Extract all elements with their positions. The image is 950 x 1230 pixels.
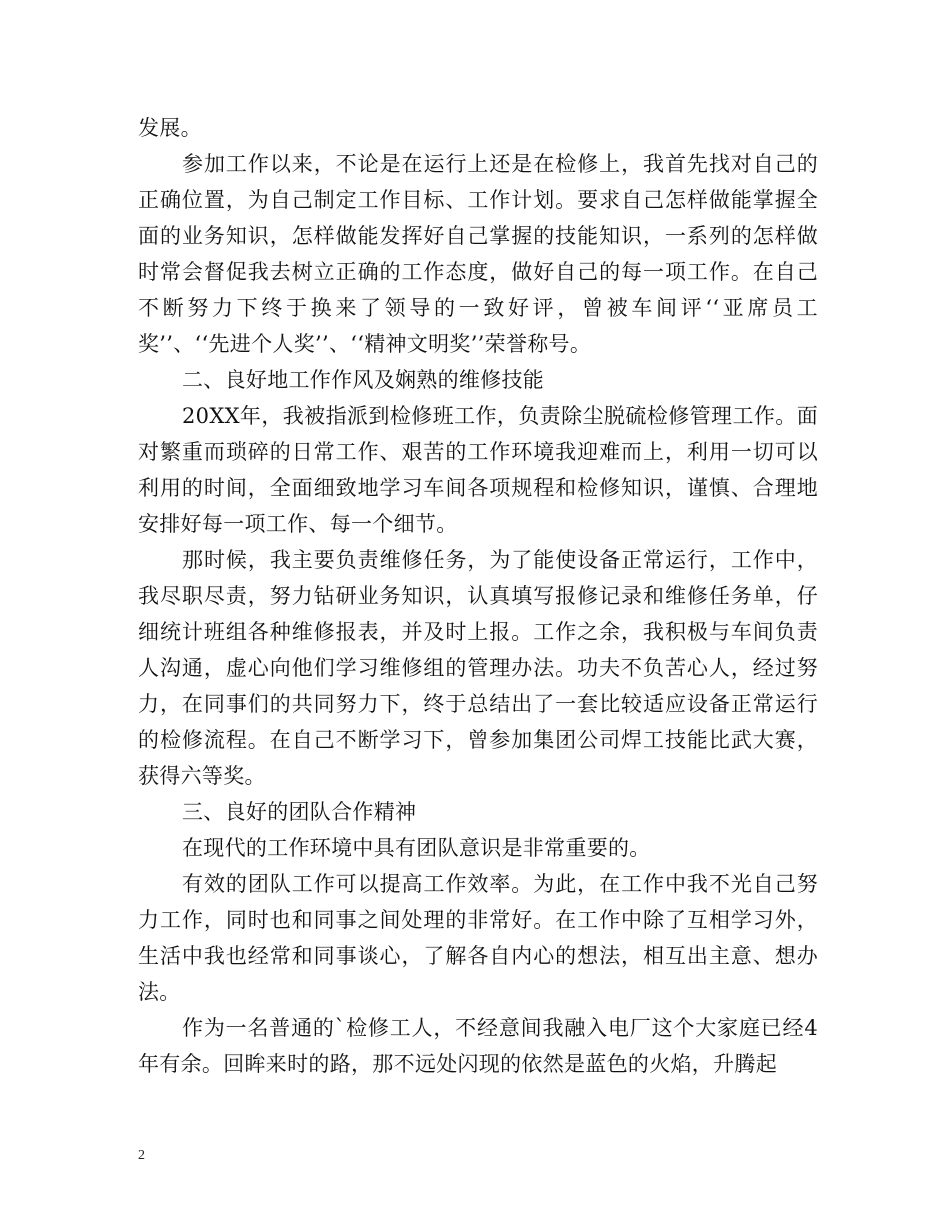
paragraph: 在现代的工作环境中具有团队意识是非常重要的。 xyxy=(182,836,651,860)
document-body xyxy=(138,110,818,1082)
paragraph: 作为一名普通的`检修工人，不经意间我融入电厂这个大家庭已经4年有余。回眸来时的路，那不远处闪现的依然是蓝色的火焰，升腾起 xyxy=(138,1016,818,1076)
section-heading: 二、良好地工作作风及娴熟的维修技能 xyxy=(182,368,545,392)
paragraph: 参加工作以来，不论是在运行上还是在检修上，我首先找对自己的正确位置，为自己制定工作目标、工作计划。要求自己怎样做能掌握全面的业务知识，怎样做能发挥好自己掌握的技能知识，一系列的怎样做时常会督促我去树立正确的工作态度，做好自己的每一项工作。在自己不断努力下终于换来了领导的一致好评，曾被车间评‘‘亚席员工奖’’、‘‘先进个人奖’’、‘‘精神文明奖’’荣誉称号。 xyxy=(138,152,818,356)
paragraph: 那时候，我主要负责维修任务，为了能使设备正常运行，工作中，我尽职尽责，努力钻研业务知识，认真填写报修记录和维修任务单，仔细统计班组各种维修报表，并及时上报。工作之余，我积极与车间负责人沟通，虚心向他们学习维修组的管理办法。功夫不负苦心人，经过努力，在同事们的共同努力下，终于总结出了一套比较适应设备正常运行的检修流程。在自己不断学习下，曾参加集团公司焊工技能比武大赛，获得六等奖。 xyxy=(138,548,818,788)
paragraph: 有效的团队工作可以提高工作效率。为此，在工作中我不光自己努力工作，同时也和同事之间处理的非常好。在工作中除了互相学习外，生活中我也经常和同事谈心，了解各自内心的想法，相互出主意、想办法。 xyxy=(138,872,818,1004)
section-heading: 三、良好的团队合作精神 xyxy=(182,800,417,824)
paragraph: 20XX年，我被指派到检修班工作，负责除尘脱硫检修管理工作。面对繁重而琐碎的日常工作、艰苦的工作环境我迎难而上，利用一切可以利用的时间，全面细致地学习车间各项规程和检修知识，谨慎、合理地安排好每一项工作、每一个细节。 xyxy=(138,404,818,536)
paragraph: 发展。 xyxy=(138,116,202,140)
page-number: 2 xyxy=(138,1148,145,1163)
